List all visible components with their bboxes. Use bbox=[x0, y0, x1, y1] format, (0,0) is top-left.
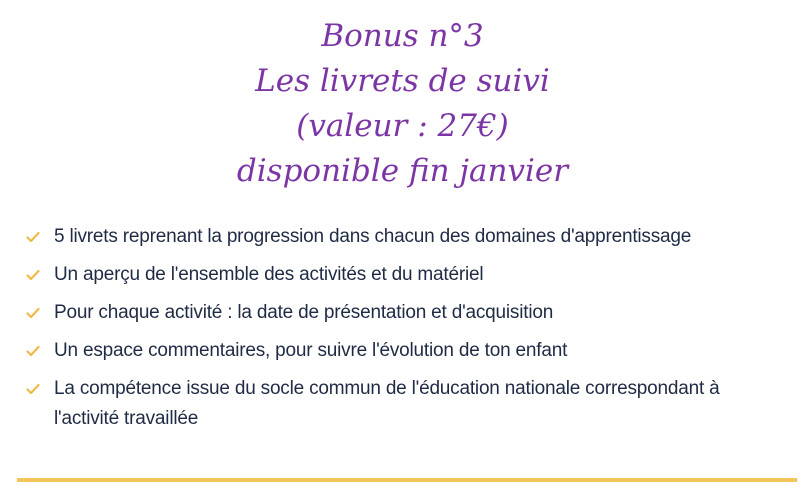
list-item-text: Un espace commentaires, pour suivre l'évolution de ton enfant bbox=[54, 340, 568, 361]
check-icon bbox=[26, 374, 54, 404]
check-icon bbox=[26, 222, 54, 252]
check-icon bbox=[26, 260, 54, 290]
check-icon bbox=[26, 298, 54, 328]
heading-line-1: Bonus n°3 bbox=[321, 18, 484, 54]
heading-line-3: (valeur : 27€) bbox=[296, 108, 509, 144]
list-item bbox=[26, 260, 786, 290]
list-item bbox=[26, 336, 786, 366]
bonus-heading bbox=[0, 14, 805, 194]
check-icon bbox=[26, 336, 54, 366]
list-item bbox=[26, 374, 786, 434]
heading-line-4: disponible fin janvier bbox=[236, 153, 569, 189]
list-item bbox=[26, 222, 786, 252]
list-item-text: 5 livrets reprenant la progression dans chacun des domaines d'apprentissage bbox=[54, 226, 692, 247]
list-item bbox=[26, 298, 786, 328]
section-divider bbox=[17, 478, 797, 482]
heading-line-2: Les livrets de suivi bbox=[255, 63, 550, 99]
list-item-text: Pour chaque activité : la date de présentation et d'acquisition bbox=[54, 302, 554, 323]
list-item-text: La compétence issue du socle commun de l'éducation nationale correspondant à l'activité travaillée bbox=[54, 378, 720, 429]
feature-list bbox=[26, 222, 786, 442]
list-item-text: Un aperçu de l'ensemble des activités et du matériel bbox=[54, 264, 484, 285]
